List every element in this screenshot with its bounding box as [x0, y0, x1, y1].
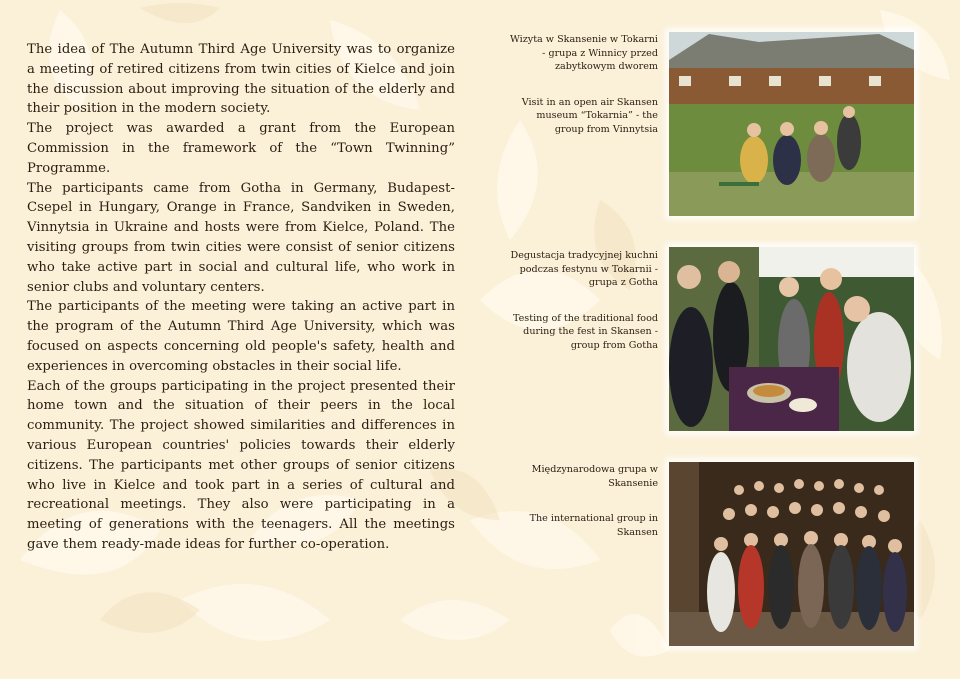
paragraph-participants: The participants came from Gotha in Germany, Budapest-Csepel in Hungary, Orange in France, Sandviken in Sweden, Vinnytsia in Ukraine and hosts were from Kielce, Poland. The visiting groups from twin cities were consist of senior citizens who take active part in social and cultural life, who work in senior clubs and voluntary centers.	[27, 180, 455, 295]
main-text-block	[27, 40, 455, 555]
photo-skansen-manor	[669, 32, 914, 216]
paragraph-program: The participants of the meeting were taking an active part in the program of the Autumn Third Age University, which was focused on aspects concerning old people's safety, health and experiences in overcoming obstacles in their social life.	[27, 299, 455, 374]
caption-skansen-visit	[508, 33, 658, 137]
caption-english: The international group in Skansen	[529, 513, 658, 538]
caption-english: Visit in an open air Skansen museum “Tokarnia” - the group from Vinnytsia	[521, 96, 658, 135]
caption-polish: Wizyta w Skansenie w Tokarni - grupa z Winnicy przed zabytkowym dworem	[509, 34, 658, 73]
paragraph-grant: The project was awarded a grant from the European Commission in the framework of the “Town Twinning” Programme.	[27, 121, 455, 176]
caption-international-group	[508, 463, 658, 539]
caption-polish: Międzynarodowa grupa w Skansenie	[531, 464, 658, 489]
caption-english: Testing of the traditional food during the fest in Skansen - group from Gotha	[512, 312, 658, 351]
photo-international-group	[669, 462, 914, 646]
caption-food-tasting	[508, 249, 658, 353]
paragraph-project-idea: The idea of The Autumn Third Age University was to organize a meeting of retired citizens from twin cities of Kielce and join the discussion about improving the situation of the elderly and their position in the modern society.	[27, 42, 455, 117]
photo-food-tasting	[669, 247, 914, 431]
paragraph-groups: Each of the groups participating in the project presented their home town and the situation of their peers in the local community. The project showed similarities and differences in various European countries' policies towards their elderly citizens. The participants met other groups of senior citizens who live in Kielce and took part in a series of cultural and recreational meetings. They also were participating in a meeting of generations with the teenagers. All the meetings gave them ready-made ideas for further co-operation.	[27, 378, 455, 552]
caption-polish: Degustacja tradycyjnej kuchni podczas festynu w Tokarnii - grupa z Gotha	[510, 250, 658, 289]
